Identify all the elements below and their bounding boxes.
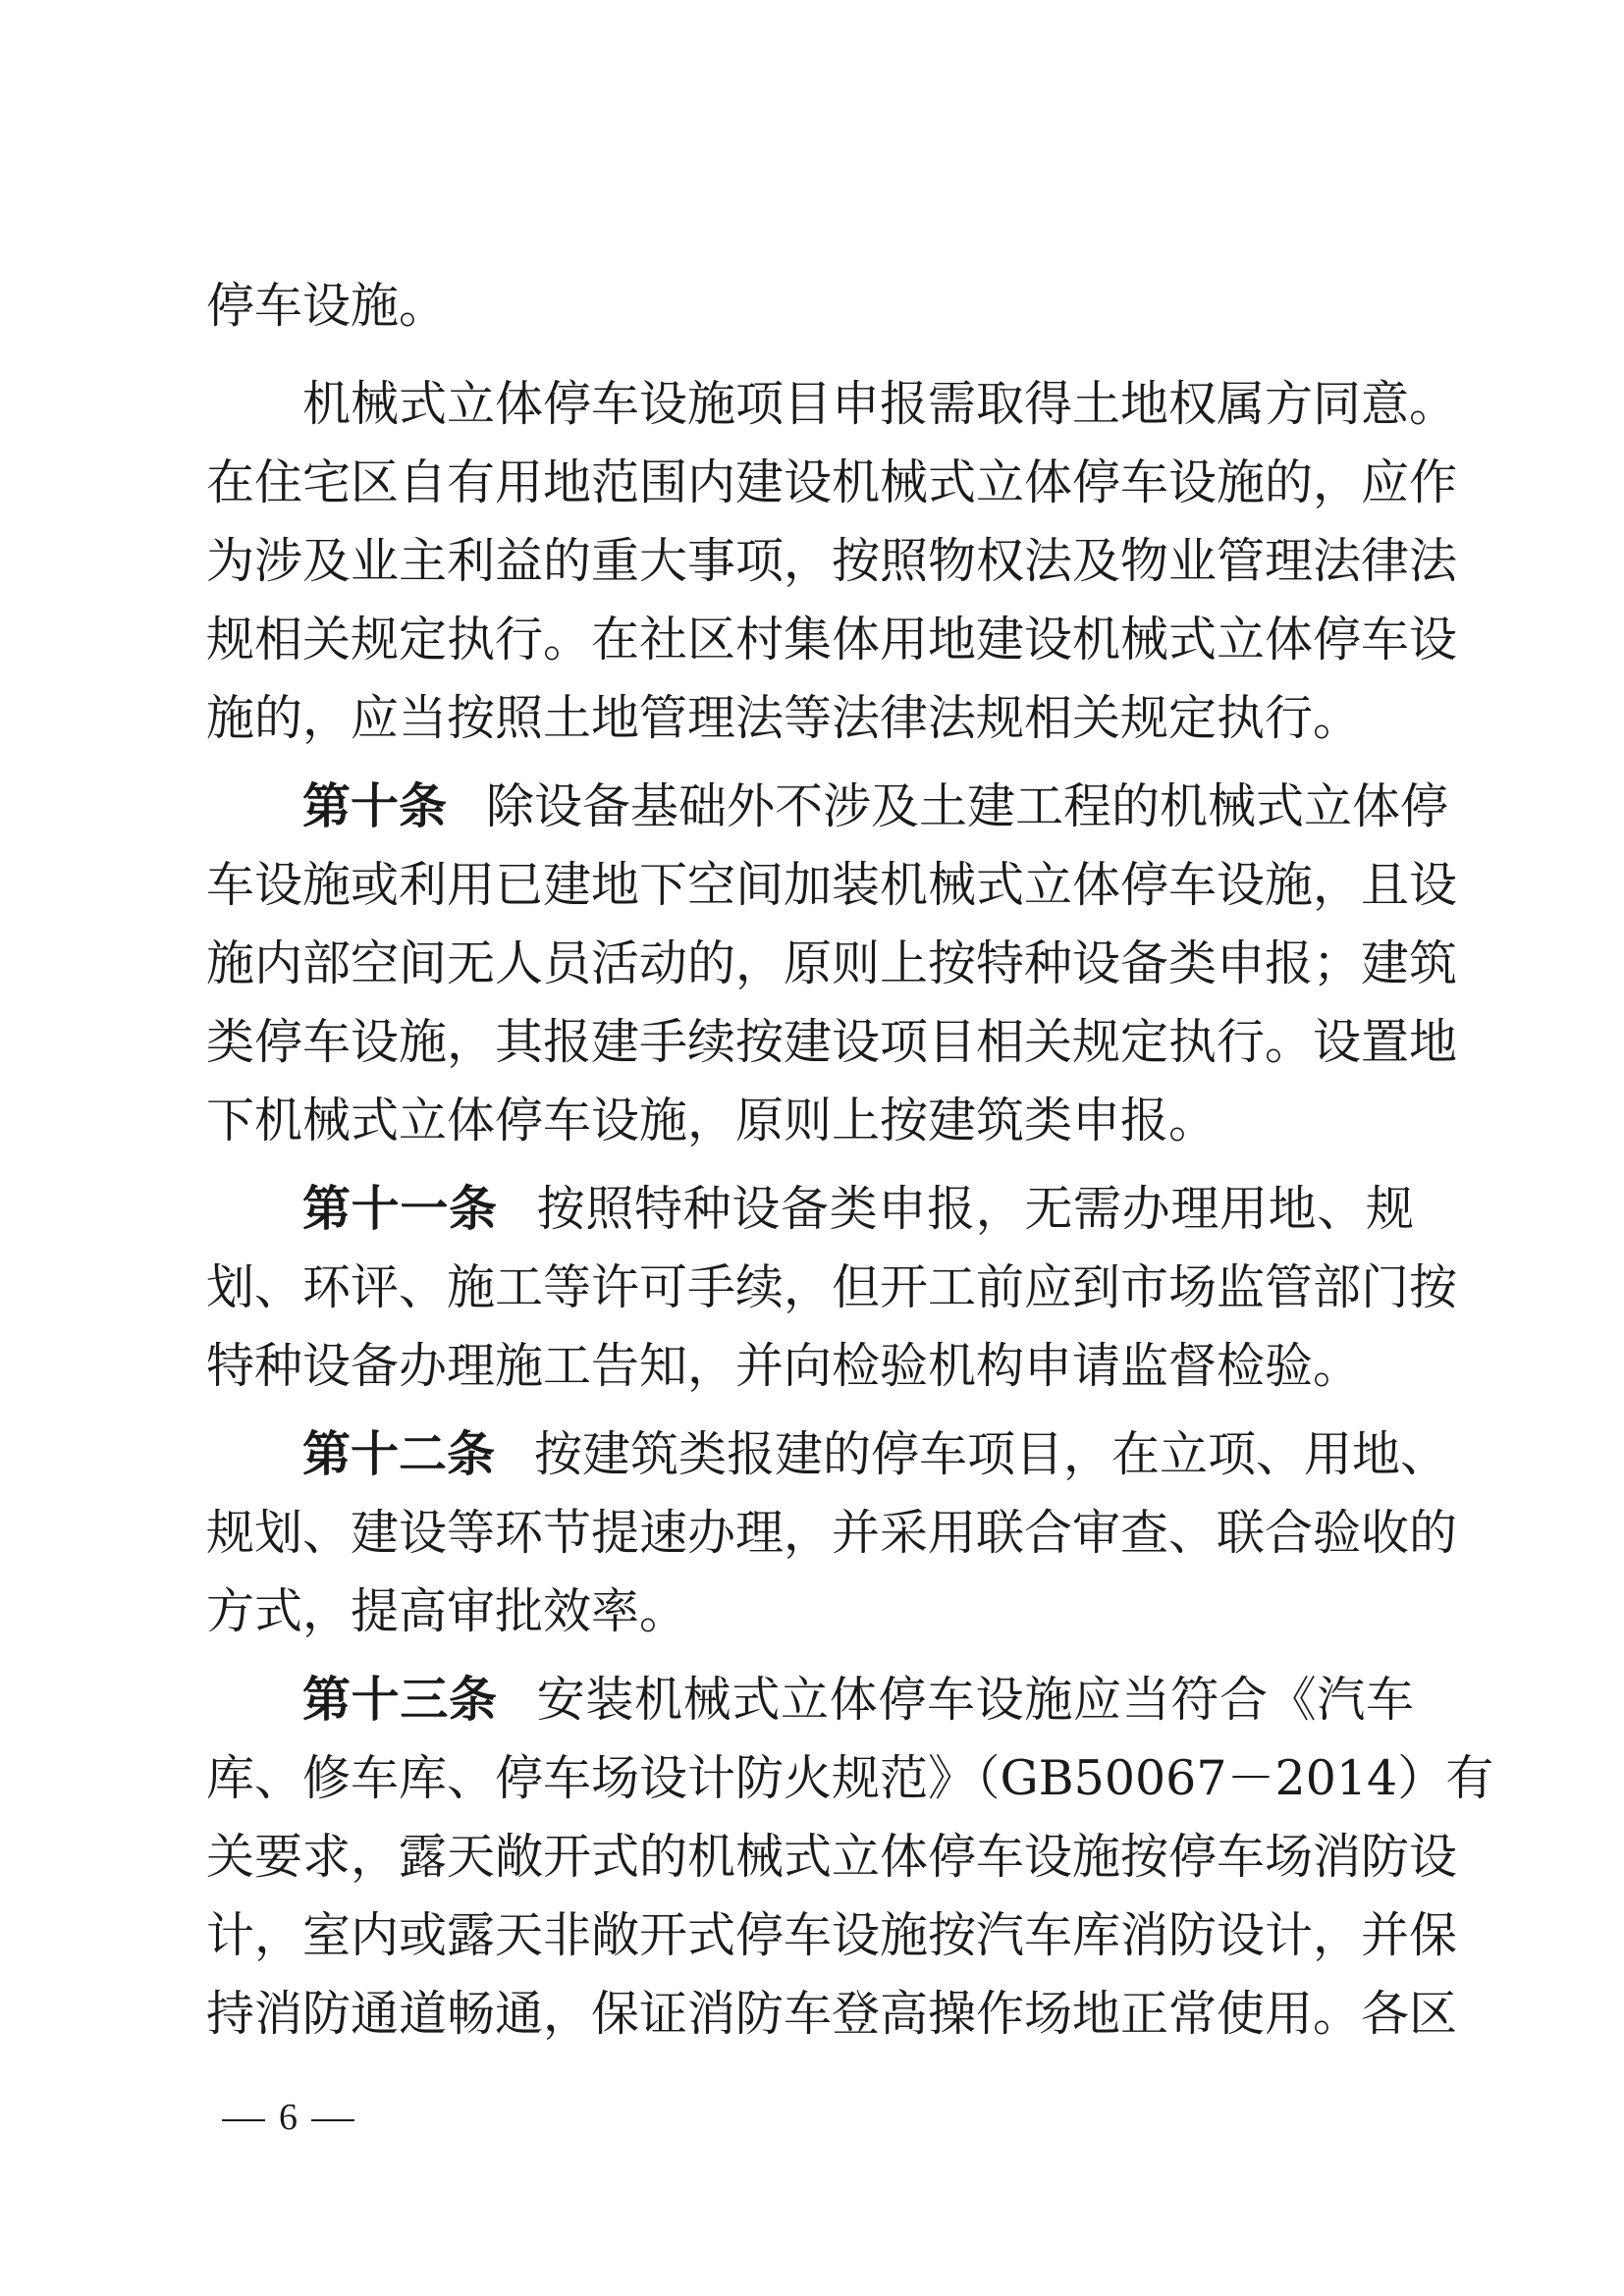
article-line [302, 1671, 1414, 1730]
page-number: 6 [279, 2097, 298, 2138]
body-line: 施内部空间无人员活动的，原则上按特种设备类申报；建筑 [206, 935, 1458, 991]
body-line: 车设施或利用已建地下空间加装机械式立体停车设施，且设 [206, 857, 1458, 913]
article-text: 按照特种设备类申报，无需办理用地、规 [536, 1181, 1414, 1237]
article-line [302, 1180, 1414, 1239]
article-line [302, 777, 1449, 836]
article-heading: 第十二条 [302, 1426, 496, 1482]
article-heading: 第十条 [302, 778, 448, 834]
body-line: 规相关规定执行。在社区村集体用地建设机械式立体停车设 [206, 612, 1458, 667]
body-line: 为涉及业主利益的重大事项，按照物权法及物业管理法律法 [206, 533, 1458, 589]
body-line: 特种设备办理施工告知，并向检验机构申请监督检验。 [206, 1338, 1362, 1394]
article-text: 按建筑类报建的停车项目，在立项、用地、 [534, 1426, 1449, 1482]
body-line: 关要求，露天敞开式的机械式立体停车设施按停车场消防设 [206, 1829, 1458, 1885]
article-text: 安装机械式立体停车设施应当符合《汽车 [536, 1672, 1414, 1728]
article-line [302, 1425, 1449, 1484]
body-line: 停车设施。 [206, 278, 448, 334]
body-line: 持消防通道畅通，保证消防车登高操作场地正常使用。各区 [206, 1986, 1458, 2042]
body-line: 库、修车库、停车场设计防火规范》（GB50067－2014）有 [206, 1750, 1494, 1806]
article-text: 除设备基础外不涉及土建工程的机械式立体停 [486, 778, 1449, 834]
body-line: 机械式立体停车设施项目申报需取得土地权属方同意。 [302, 376, 1458, 432]
body-line: 下机械式立体停车设施，原则上按建筑类申报。 [206, 1093, 1218, 1148]
article-heading: 第十三条 [302, 1672, 498, 1728]
body-line: 计，室内或露天非敞开式停车设施按汽车库消防设计，并保 [206, 1907, 1458, 1963]
article-heading: 第十一条 [302, 1181, 498, 1237]
page-footer [208, 2093, 368, 2142]
body-line: 类停车设施，其报建手续按建设项目相关规定执行。设置地 [206, 1014, 1458, 1070]
footer-dash-left [222, 2119, 265, 2121]
body-line: 施的，应当按照土地管理法等法律法规相关规定执行。 [206, 690, 1362, 746]
body-line: 划、环评、施工等许可手续，但开工前应到市场监管部门按 [206, 1259, 1458, 1315]
body-line: 规划、建设等环节提速办理，并采用联合审查、联合验收的 [206, 1505, 1458, 1561]
body-line: 在住宅区自有用地范围内建设机械式立体停车设施的，应作 [206, 454, 1458, 510]
body-line: 方式，提高审批效率。 [206, 1583, 688, 1639]
footer-dash-right [311, 2119, 354, 2121]
